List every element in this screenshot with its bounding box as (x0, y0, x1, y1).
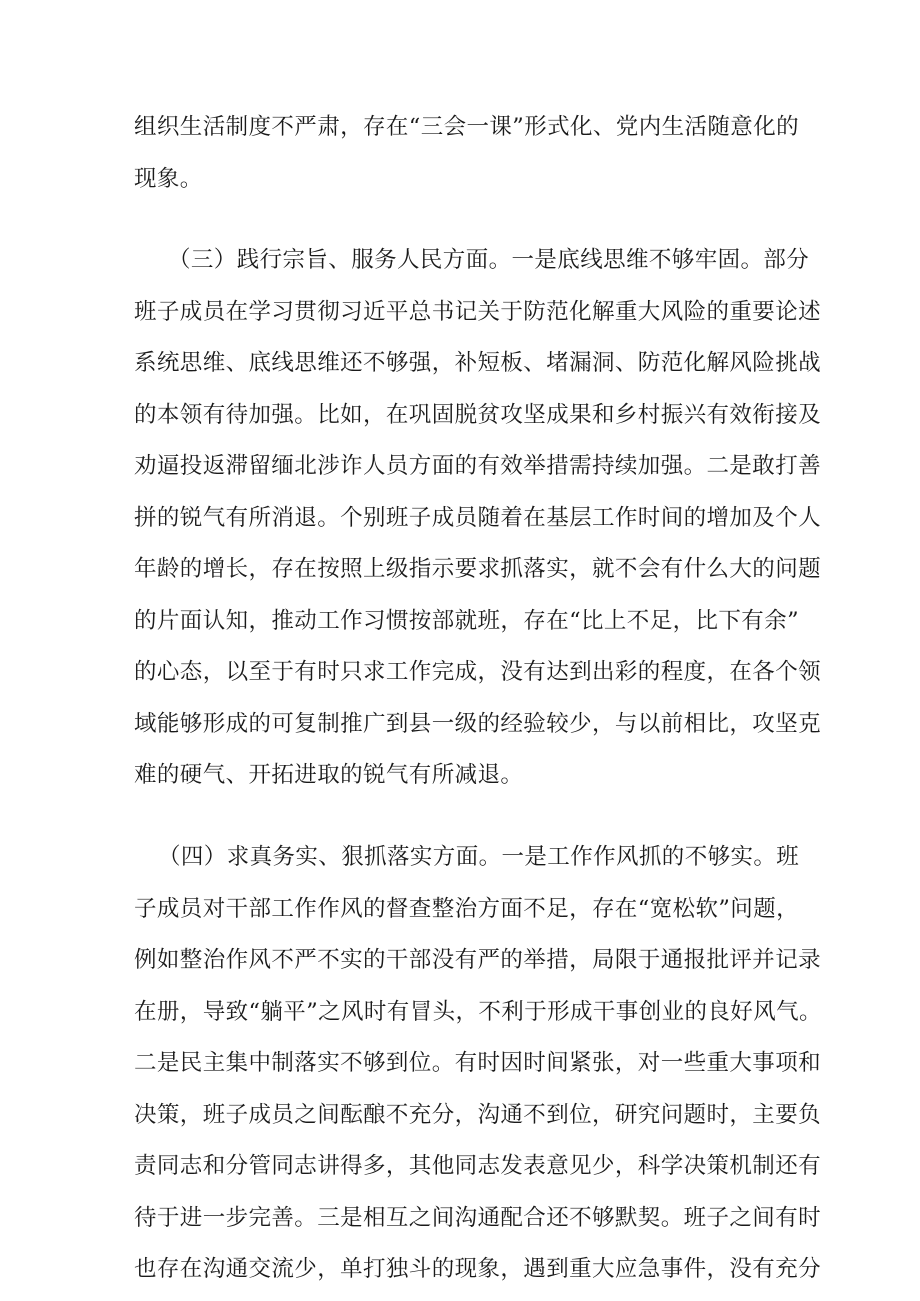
text-line: 班子成员在学习贯彻习近平总书记关于防范化解重大风险的重要论述 (134, 299, 822, 325)
text-line: 现象。 (134, 166, 203, 192)
text-line: 的片面认知，推动工作习惯按部就班，存在“比上不足，比下有余” (134, 608, 800, 634)
text-line: 系统思维、底线思维还不够强，补短板、堵漏洞、防范化解风险挑战 (134, 350, 822, 376)
text-line: 二是民主集中制落实不够到位。有时因时间紧张，对一些重大事项和 (134, 1050, 822, 1076)
text-line: 待于进一步完善。三是相互之间沟通配合还不够默契。班子之间有时 (134, 1205, 822, 1231)
text-line: 域能够形成的可复制推广到县一级的经验较少，与以前相比，攻坚克 (134, 711, 822, 737)
text-line: 的本领有待加强。比如，在巩固脱贫攻坚成果和乡村振兴有效衔接及 (134, 402, 822, 428)
text-line: 也存在沟通交流少，单打独斗的现象，遇到重大应急事件，没有充分 (134, 1256, 822, 1282)
text-line: 的心态，以至于有时只求工作完成，没有达到出彩的程度，在各个领 (134, 659, 822, 685)
text-line: 年龄的增长，存在按照上级指示要求抓落实，就不会有什么大的问题 (134, 556, 822, 582)
text-line: 子成员对干部工作作风的督查整治方面不足，存在“宽松软”问题， (134, 896, 800, 922)
text-line: 组织生活制度不严肃，存在“三会一课”形式化、党内生活随意化的 (134, 114, 800, 140)
text-line: 劝逼投返滞留缅北涉诈人员方面的有效举措需持续加强。二是敢打善 (134, 453, 822, 479)
paragraph-heading-line: （三）践行宗旨、服务人民方面。一是底线思维不够牢固。部分 (168, 247, 810, 273)
text-line: 决策，班子成员之间酝酿不充分，沟通不到位，研究问题时，主要负 (134, 1102, 822, 1128)
text-line: 在册，导致“躺平”之风时有冒头，不利于形成干事创业的良好风气。 (134, 999, 822, 1025)
text-line: 责同志和分管同志讲得多，其他同志发表意见少，科学决策机制还有 (134, 1153, 822, 1179)
text-line: 例如整治作风不严不实的干部没有严的举措，局限于通报批评并记录 (134, 947, 822, 973)
paragraph-heading-line: （四）求真务实、狠抓落实方面。一是工作作风抓的不够实。班 (158, 844, 800, 870)
text-line: 难的硬气、开拓进取的锐气有所减退。 (134, 762, 524, 788)
text-line: 拼的锐气有所消退。个别班子成员随着在基层工作时间的增加及个人 (134, 505, 822, 531)
